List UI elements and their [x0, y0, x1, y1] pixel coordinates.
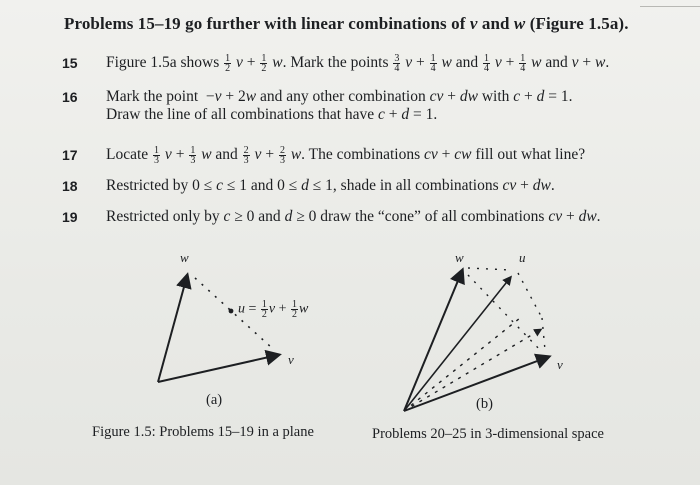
caption-a: Figure 1.5: Problems 15–19 in a plane	[92, 424, 314, 440]
label-w-b: w	[455, 250, 464, 265]
problem-number: 17	[62, 147, 78, 163]
problem-text: Figure 1.5a shows $\frac{1}{2}$ v + $\frac{1}{2}$ w. Mark the points $\frac{3}{4}$ v + $\frac{1}{4}$ w and $\frac{1}{4}$ v + $\frac{1}{4}$ w and v + w.	[106, 53, 610, 74]
sublabel-a: (a)	[206, 392, 223, 408]
problem-text: Restricted by 0 ≤ c ≤ 1 and 0 ≤ d ≤ 1, shade in all combinations cv + dw.	[106, 177, 555, 194]
point-u	[229, 309, 234, 314]
problem-number: 18	[62, 178, 78, 194]
dashed-segment	[468, 275, 542, 352]
problem-text: Restricted only by c ≥ 0 and d ≥ 0 draw the “cone” of all combinations cv + dw.	[106, 208, 601, 225]
dashed-segment	[468, 268, 511, 270]
label-u-a: u = $\frac{1}{2}$ v + $\frac{1}{2}$ w	[238, 299, 309, 320]
dashed-segment	[404, 330, 540, 411]
label-w-a: w	[180, 250, 189, 265]
dashed-segment	[542, 318, 545, 350]
dashed-segment	[404, 318, 520, 411]
vector-v-arrow	[158, 355, 278, 382]
problem-number: 16	[62, 89, 78, 105]
section-title: Problems 15–19 go further with linear combinations of v and w (Figure 1.5a).	[64, 14, 629, 33]
vector-w-arrow-b	[404, 271, 462, 411]
label-u-b: u	[519, 250, 526, 265]
label-v-b: v	[557, 357, 563, 372]
problem-number: 15	[62, 55, 78, 71]
dashed-segment	[518, 273, 542, 318]
problem-text: Mark the point −v + 2w and any other combination cv + dw with c + d = 1. Draw the line of all combinations that have c + d = 1.	[106, 88, 573, 123]
caption-b: Problems 20–25 in 3-dimensional space	[372, 426, 604, 442]
sublabel-b: (b)	[476, 396, 493, 412]
label-v-a: v	[288, 352, 294, 367]
vector-w-arrow	[158, 276, 187, 382]
problem-number: 19	[62, 209, 78, 225]
problem-text: Locate $\frac{1}{3}$ v + $\frac{1}{3}$ w and $\frac{2}{3}$ v + $\frac{2}{3}$ w. The combinations cv + cw fill out what line?	[106, 145, 586, 166]
